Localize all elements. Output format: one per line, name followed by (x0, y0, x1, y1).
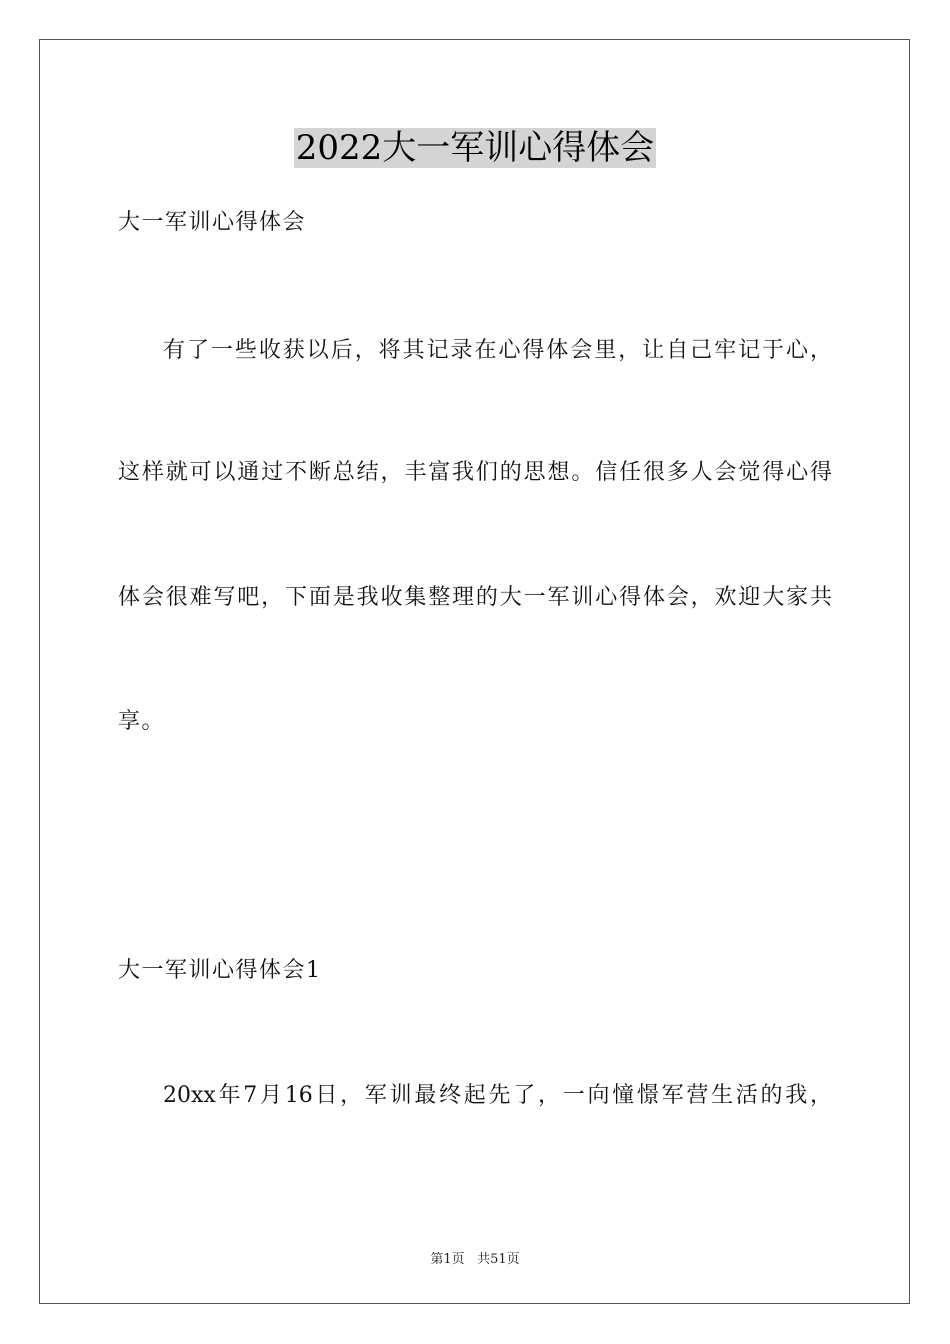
page-total: 共51页 (477, 1252, 520, 1267)
document-title: 2022大一军训心得体会 (295, 128, 655, 168)
main-heading: 大一军训心得体会 (118, 210, 307, 235)
section-paragraph-line-1: 20xx年7月16日，军训最终起先了，一向憧憬军营生活的我， (163, 1083, 832, 1108)
page-footer (0, 1248, 950, 1267)
intro-line-4: 享。 (118, 709, 166, 734)
section-heading: 大一军训心得体会1 (118, 958, 322, 983)
intro-line-3: 体会很难写吧，下面是我收集整理的大一军训心得体会，欢迎大家共 (118, 585, 832, 610)
title-container (0, 128, 950, 168)
intro-line-1: 有了一些收获以后，将其记录在心得体会里，让自己牢记于心， (163, 338, 832, 363)
page-number: 第1页 (430, 1252, 465, 1267)
intro-line-2: 这样就可以通过不断总结，丰富我们的思想。信任很多人会觉得心得 (118, 460, 832, 485)
